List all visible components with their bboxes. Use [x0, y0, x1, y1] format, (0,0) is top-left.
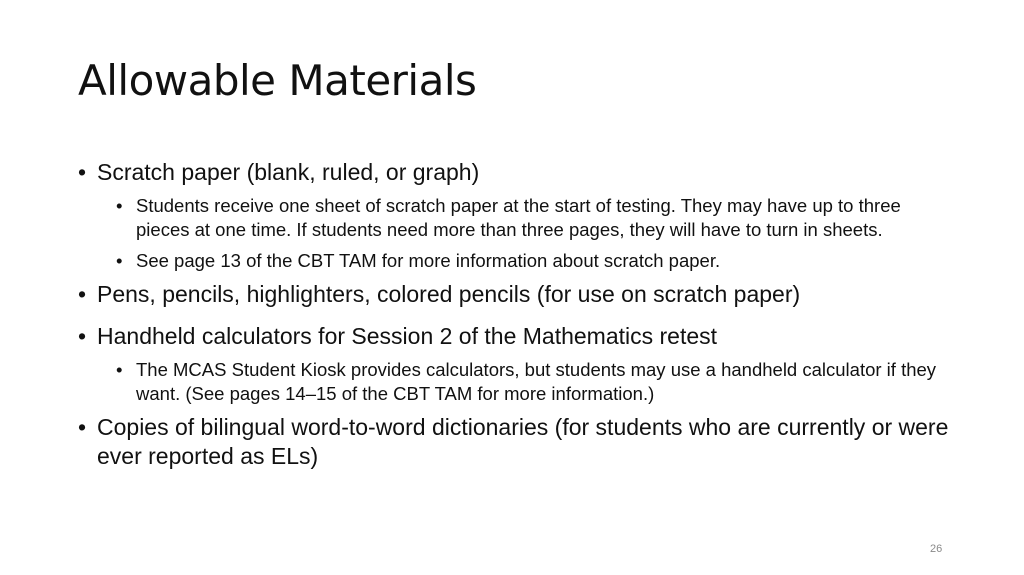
sub-bullet-text: The MCAS Student Kiosk provides calculators, but students may use a handheld calculator if they want. (See pages 14–15 of the CBT TAM for more information.): [136, 359, 937, 404]
bullet-text: Pens, pencils, highlighters, colored pencils (for use on scratch paper): [97, 281, 801, 307]
sub-bullet-list: [78, 358, 958, 406]
bullet-icon: •: [78, 323, 87, 349]
bullet-icon: •: [78, 281, 87, 307]
bullet-item: [78, 413, 958, 471]
bullet-text: Handheld calculators for Session 2 of the Mathematics retest: [97, 323, 718, 349]
sub-bullet-item: [78, 249, 958, 273]
bullet-item: [78, 322, 958, 351]
bullet-icon: •: [78, 414, 87, 440]
bullet-text: Copies of bilingual word-to-word dictionaries (for students who are currently or were ever reported as ELs): [97, 414, 949, 469]
slide-number: 26: [930, 543, 943, 555]
sub-bullet-icon: •: [116, 250, 123, 271]
bullet-icon: •: [78, 159, 87, 185]
sub-bullet-text: Students receive one sheet of scratch paper at the start of testing. They may have up to three pieces at one time. If students need more than three pages, they will have to turn in sheets.: [136, 195, 901, 240]
bullet-item: [78, 158, 958, 187]
sub-bullet-item: [78, 194, 958, 242]
bullet-list: [78, 158, 958, 484]
sub-bullet-icon: •: [116, 359, 123, 380]
slide-title: Allowable Materials: [78, 56, 477, 105]
sub-bullet-list: [78, 194, 958, 273]
bullet-item: [78, 280, 958, 309]
sub-bullet-icon: •: [116, 195, 123, 216]
bullet-text: Scratch paper (blank, ruled, or graph): [97, 159, 480, 185]
sub-bullet-item: [78, 358, 958, 406]
sub-bullet-text: See page 13 of the CBT TAM for more information about scratch paper.: [136, 250, 721, 271]
